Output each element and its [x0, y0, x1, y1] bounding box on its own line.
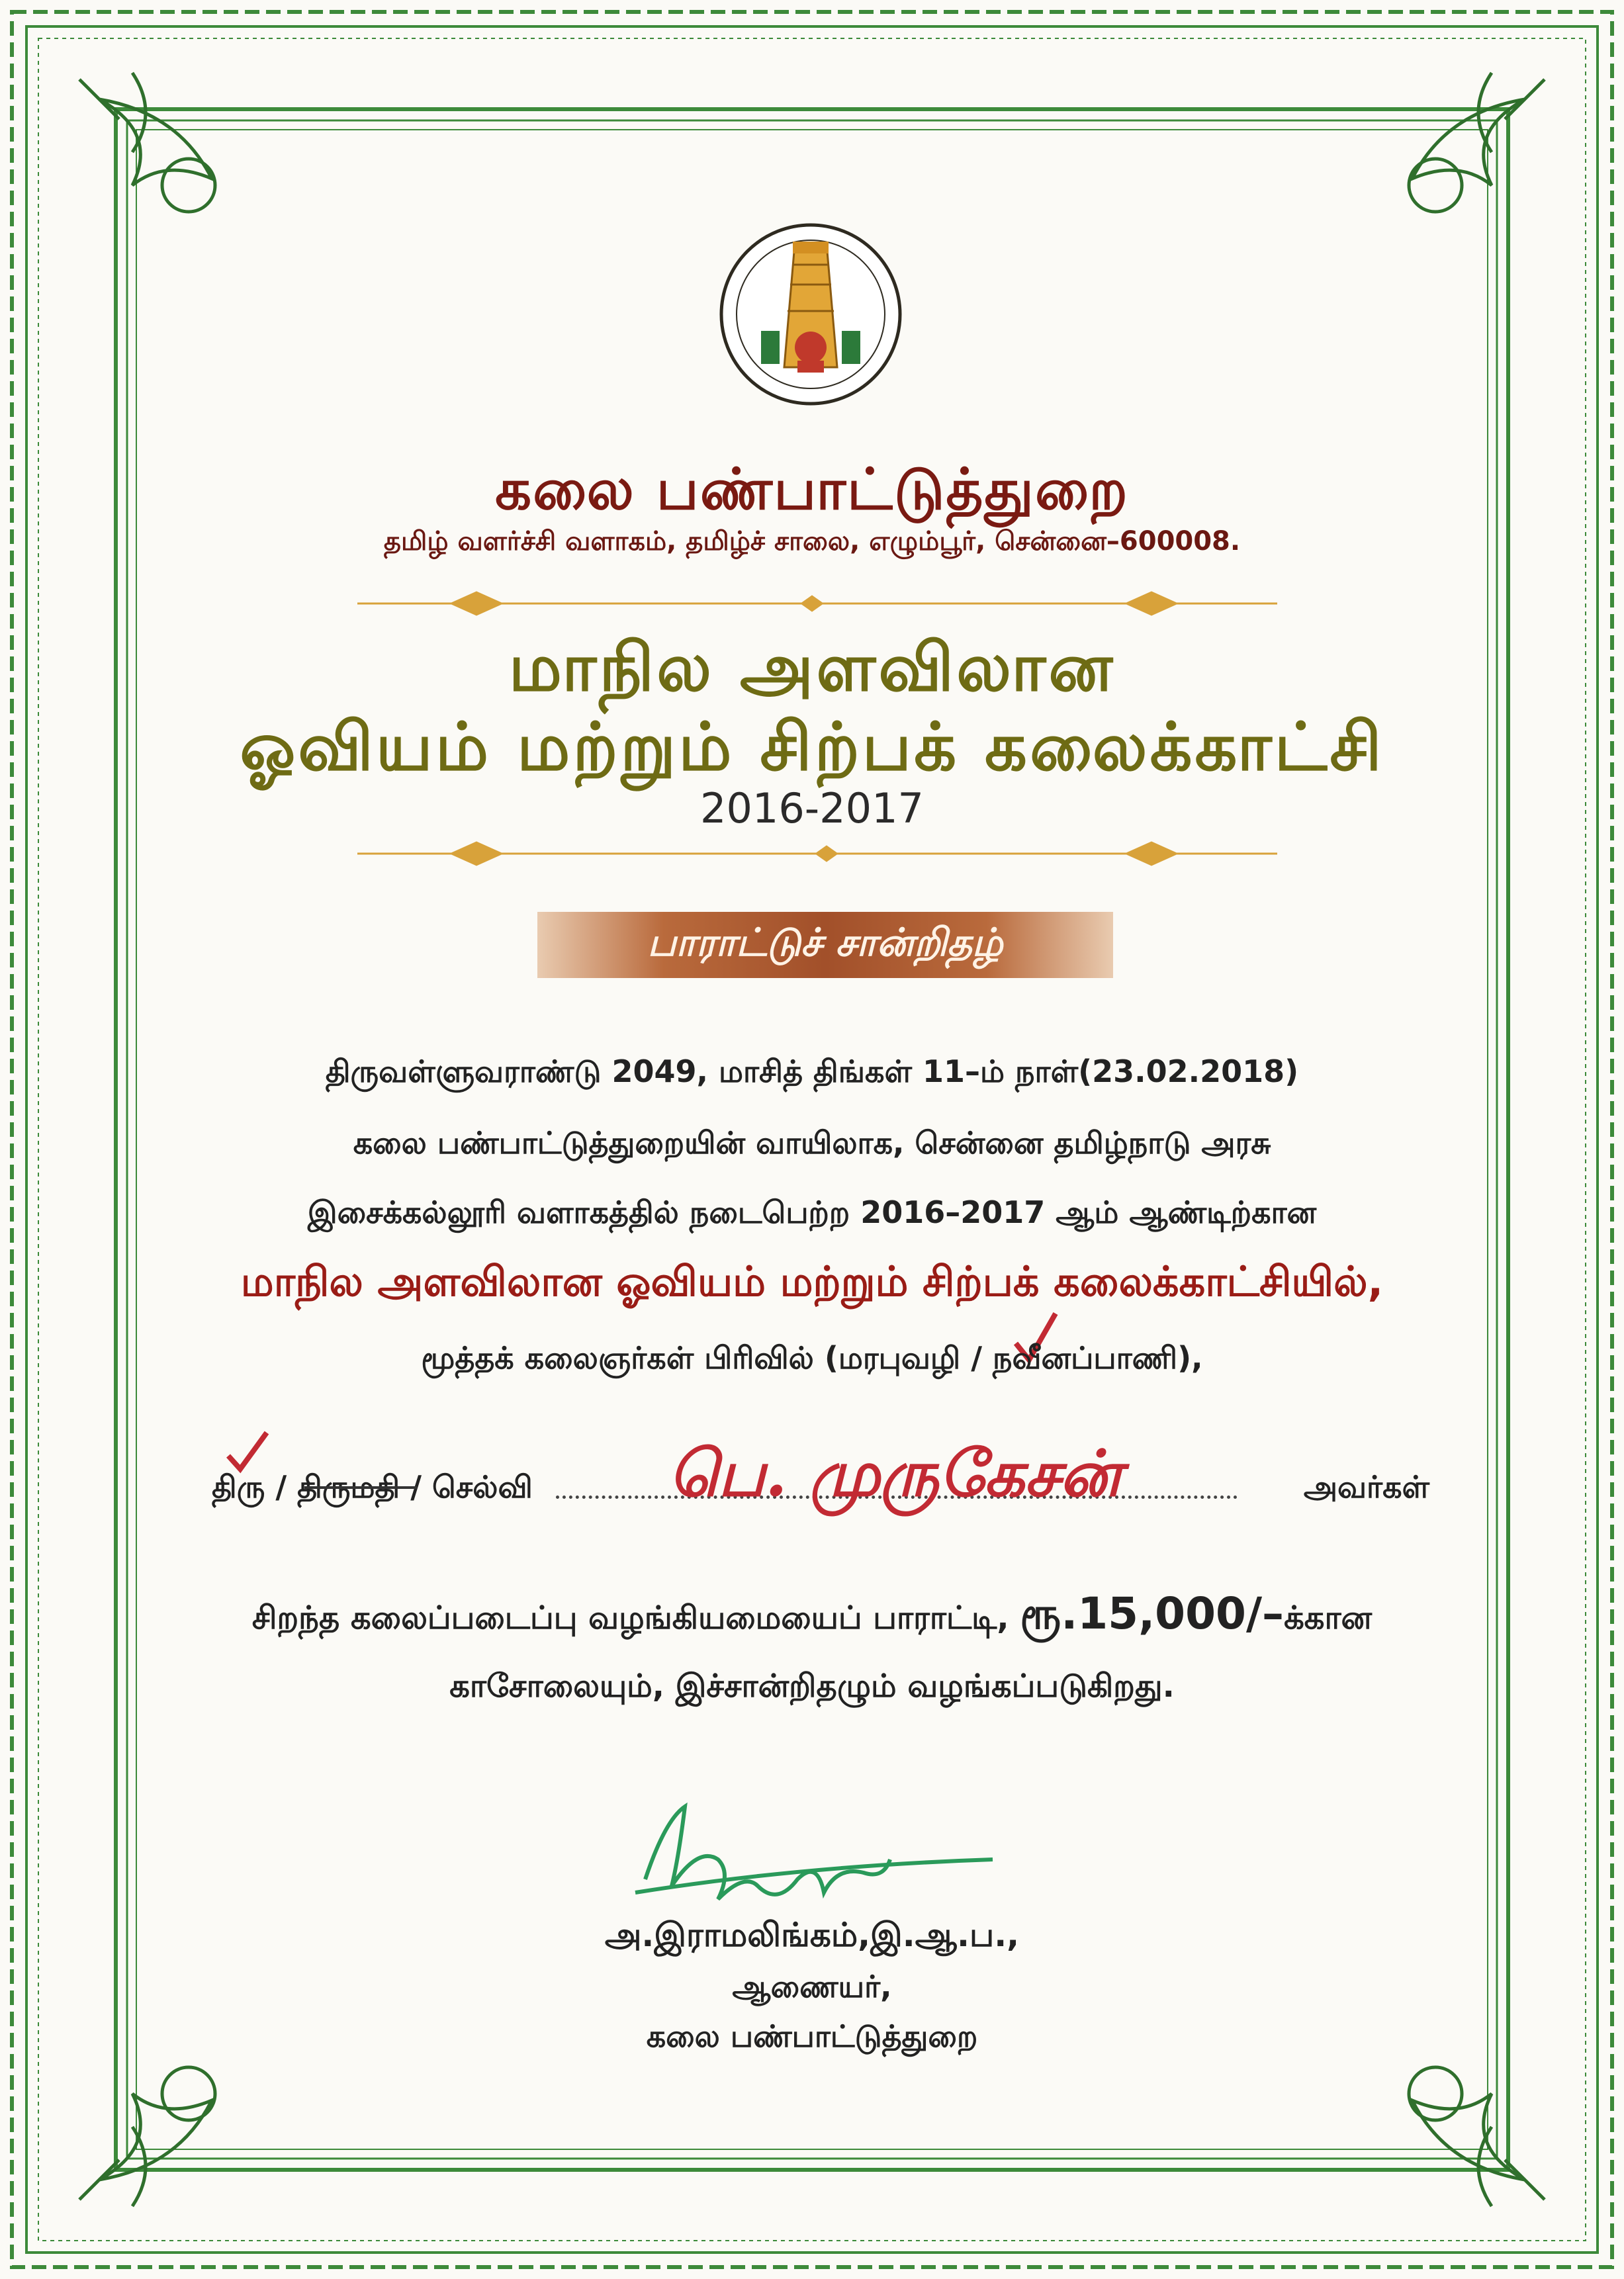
corner-flourish-top-right-icon: [1409, 73, 1545, 212]
department-address: தமிழ் வளர்ச்சி வளாகம், தமிழ்ச் சாலை, எழும்பூர், சென்னை–600008.: [383, 526, 1241, 557]
award-prefix: சிறந்த கலைப்படைப்பு வழங்கியமையைப் பாராட்டி,: [251, 1599, 1009, 1636]
signatory-department: கலை பண்பாட்டுத்துறை: [646, 2018, 978, 2054]
body-line-1: திருவள்ளுவராண்டு 2049, மாசித் திங்கள் 11–ம் நாள்(23.02.2018): [325, 1053, 1299, 1089]
body-line-4: மாநில அளவிலான ஓவியம் மற்றும் சிற்பக் கலைக்காட்சியில்,: [240, 1257, 1384, 1306]
body-line-3: இசைக்கல்லூரி வளாகத்தில் நடைபெற்ற 2016–2017 ஆம் ஆண்டிற்கான: [307, 1194, 1317, 1230]
award-amount: ரூ.15,000/–: [1020, 1588, 1285, 1639]
recipient-suffix: அவர்கள்: [1303, 1469, 1429, 1505]
recipient-row: [212, 1436, 1429, 1515]
award-line-2: காசோலையும், இச்சான்றிதழும் வழங்கப்படுகிறது.: [449, 1668, 1175, 1705]
ornamental-separator-top: [357, 592, 1277, 615]
state-emblem-icon: [721, 225, 900, 404]
event-title-line-2: ஓவியம் மற்றும் சிற்பக் கலைக்காட்சி: [240, 708, 1384, 785]
strike-through: [304, 1486, 417, 1489]
certificate-banner-text: பாராட்டுச் சான்றிதழ்: [647, 920, 1003, 965]
body-line-5: மூத்தக் கலைஞர்கள் பிரிவில் (மரபுவழி / நவீனப்பாணி),: [421, 1340, 1203, 1376]
award-line: [0, 1588, 1624, 1645]
corner-flourish-bottom-right-icon: [1409, 2067, 1545, 2206]
department-name: கலை பண்பாட்டுத்துறை: [495, 457, 1129, 523]
signatory-designation: ஆணையர்,: [732, 1969, 892, 2004]
body-line-2: கலை பண்பாட்டுத்துறையின் வாயிலாக, சென்னை தமிழ்நாடு அரசு: [353, 1125, 1271, 1161]
signatory-name: அ.இராமலிங்கம்,இ.ஆ.ப.,: [604, 1916, 1020, 1954]
event-year: 2016-2017: [700, 784, 924, 832]
certificate-banner: [537, 912, 1113, 978]
event-title-line-1: மாநில அளவிலான: [508, 629, 1116, 706]
corner-flourish-bottom-left-icon: [79, 2067, 215, 2206]
ornamental-separator-bottom: [357, 842, 1277, 866]
handwritten-signature: [635, 1807, 993, 1899]
award-suffix: க்கான: [1284, 1599, 1373, 1636]
recipient-title-options: திரு / திருமதி / செல்வி: [212, 1469, 533, 1505]
recipient-name: பெ. முருகேசன்: [668, 1436, 1122, 1511]
corner-flourish-top-left-icon: [79, 73, 215, 212]
